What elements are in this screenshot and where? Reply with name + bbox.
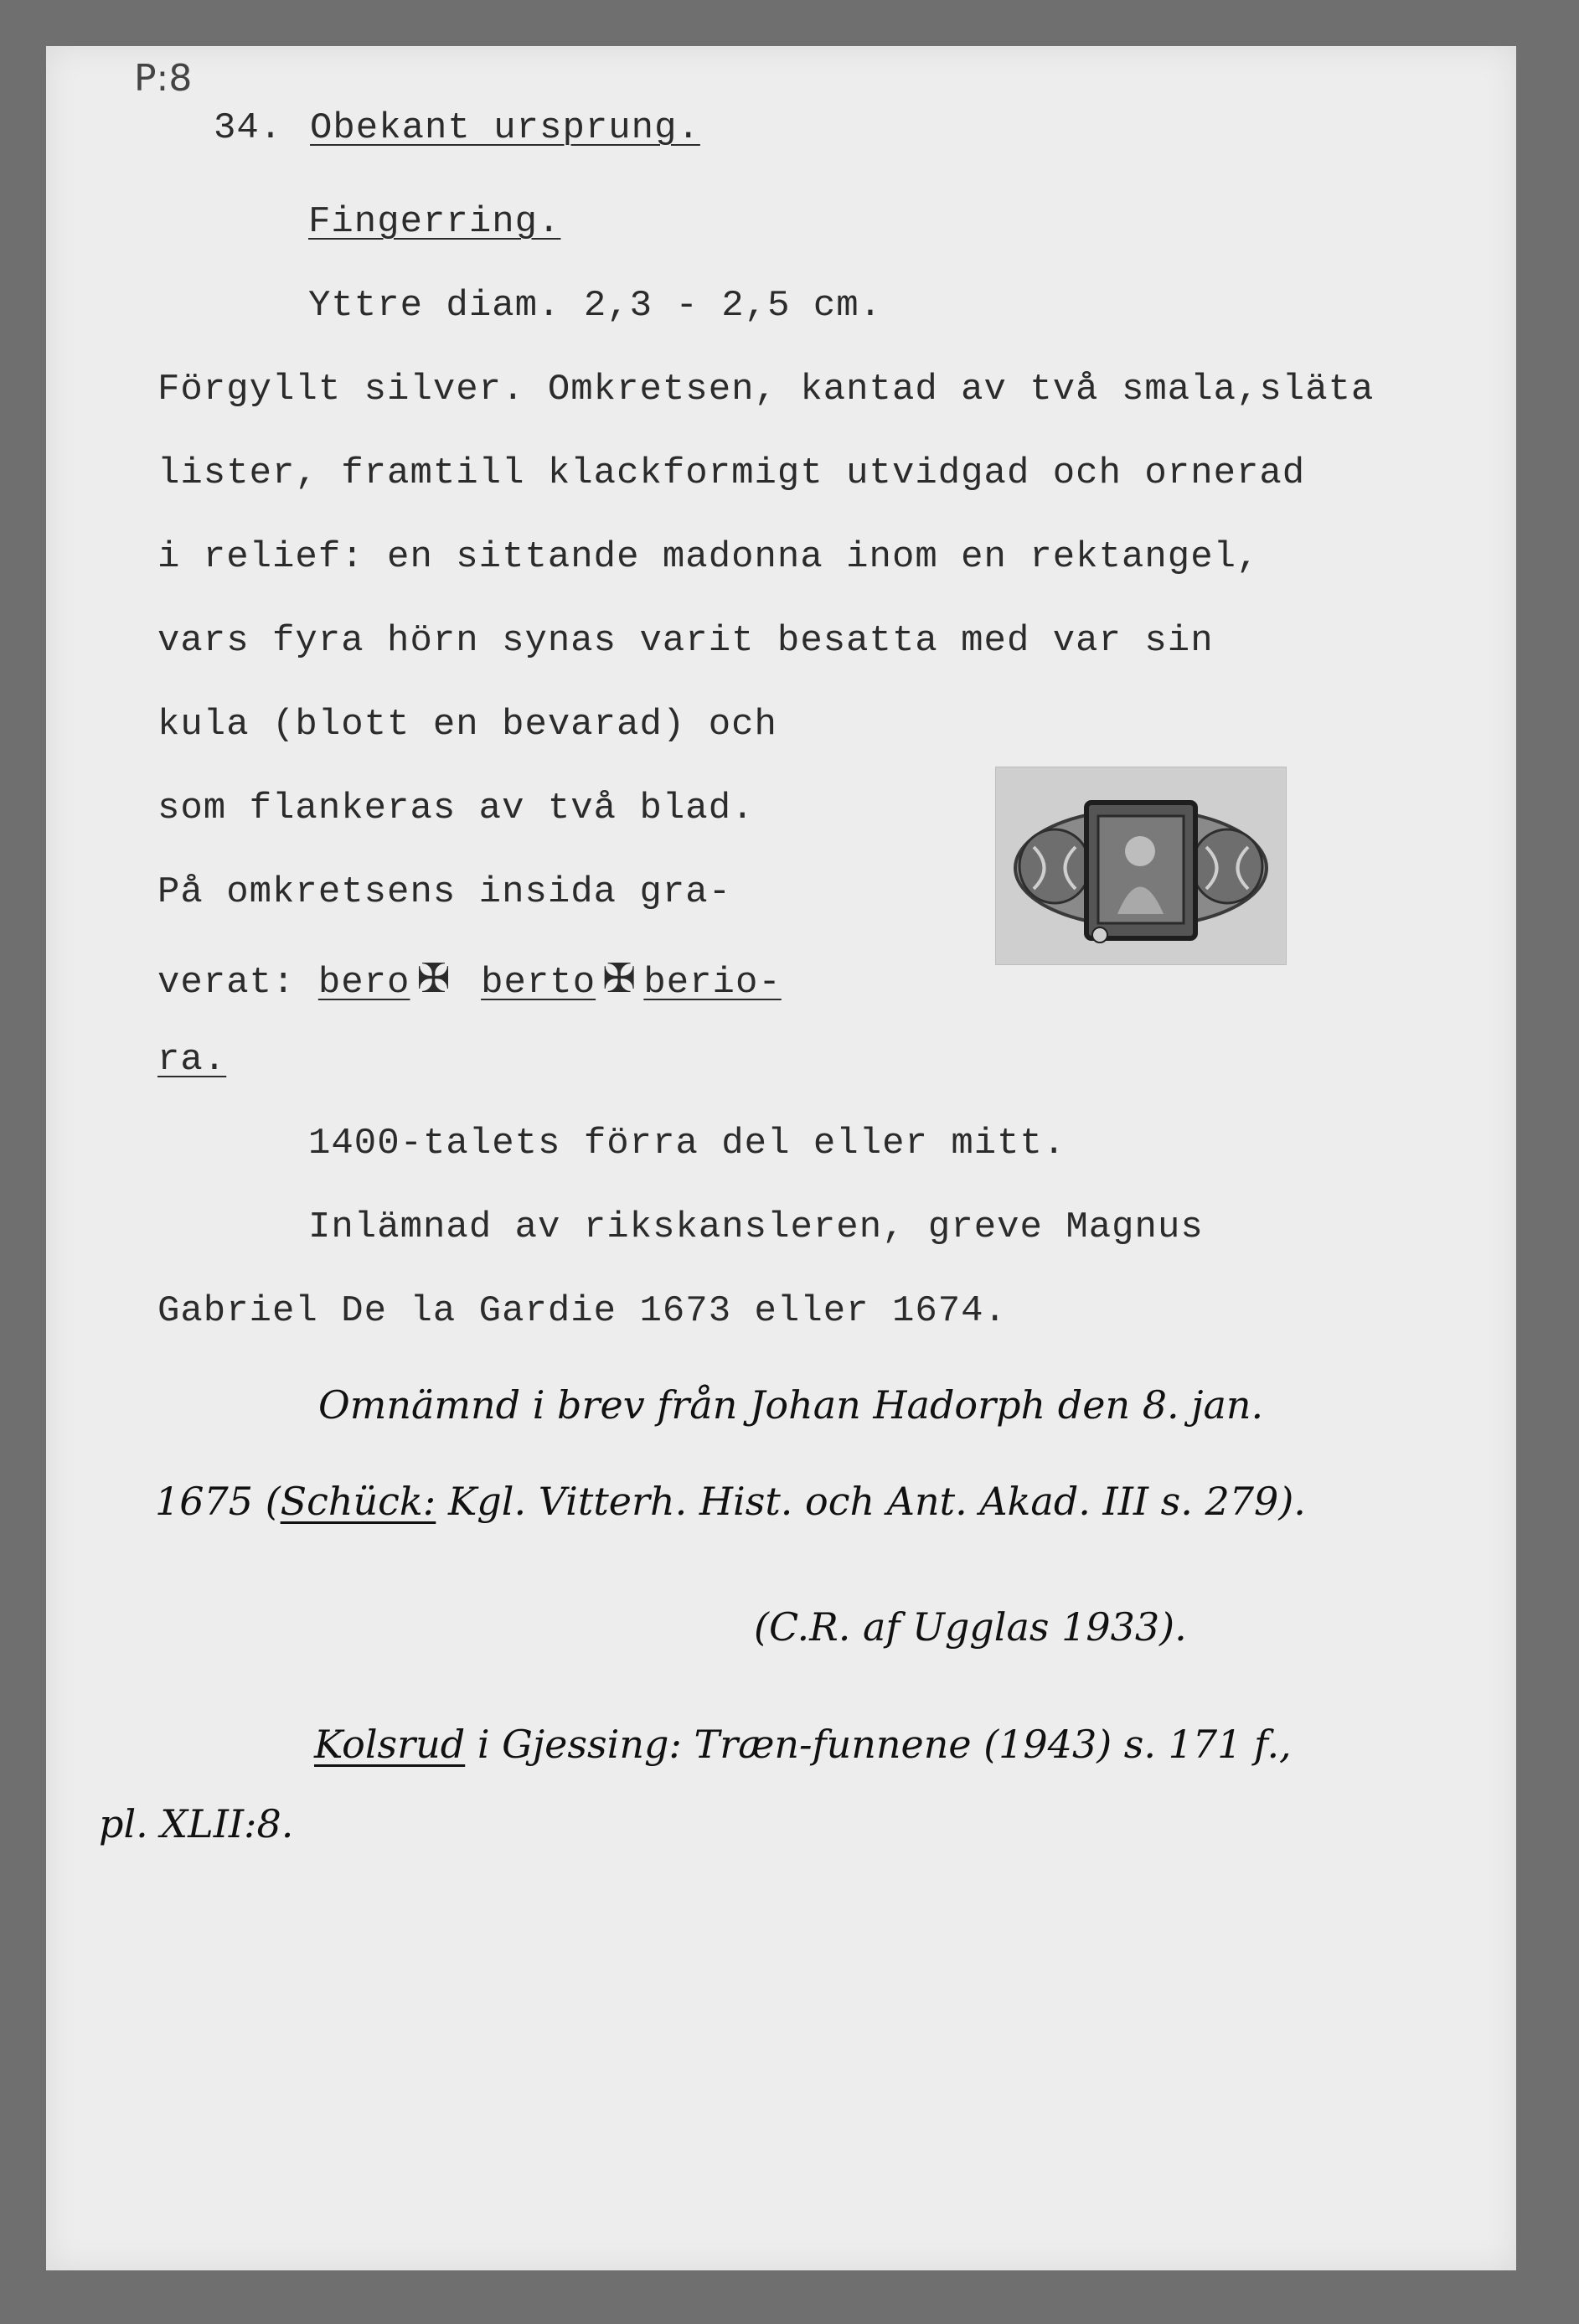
handwritten-reference <box>314 1722 1292 1767</box>
inscription-line <box>157 955 782 1004</box>
handwritten-note <box>155 1479 1306 1524</box>
description-line: i relief: en sittande madonna inom en rektangel, <box>157 536 1260 578</box>
description-line: Förgyllt silver. Omkretsen, kantad av två smala,släta <box>157 369 1375 411</box>
provenance: Gabriel De la Gardie 1673 eller 1674. <box>157 1290 1007 1332</box>
entry-number: 34. <box>214 107 283 149</box>
entry-heading: Obekant ursprung. <box>310 107 700 149</box>
description-line: som flankeras av två blad. <box>157 788 755 829</box>
handwritten-signature: (C.R. af Ugglas 1933). <box>754 1604 1187 1650</box>
dimensions: Yttre diam. 2,3 - 2,5 cm. <box>308 285 883 327</box>
handwritten-text: i Gjessing: Træn-funnene (1943) s. 171 f., <box>477 1722 1292 1767</box>
description-line: vars fyra hörn synas varit besatta med var sin <box>157 620 1214 662</box>
handwritten-reference: pl. XLII:8. <box>99 1801 294 1846</box>
inscription-word: berio- <box>643 962 782 1004</box>
inscription-word: bero <box>317 962 410 1004</box>
handwritten-text: Kgl. Vitterh. Hist. och Ant. Akad. III s. 279). <box>447 1479 1306 1524</box>
object-title: Fingerring. <box>308 201 561 243</box>
handwritten-text: Schück: <box>280 1479 436 1524</box>
inscription-word: berto <box>481 962 596 1004</box>
description-line: kula (blott en bevarad) och <box>157 704 777 746</box>
ring-image <box>996 767 1286 964</box>
description-line: lister, framtill klackformigt utvidgad och ornerad <box>157 452 1306 494</box>
cross-icon: ✠ <box>602 955 637 1002</box>
handwritten-text: Kolsrud <box>314 1722 466 1767</box>
inscription-prefix: verat: <box>157 962 296 1004</box>
handwritten-text: 1675 ( <box>155 1479 281 1524</box>
handwritten-note: Omnämnd i brev från Johan Hadorph den 8. jan. <box>318 1382 1264 1428</box>
pencil-mark: P:8 <box>134 57 193 100</box>
description-line: På omkretsens insida gra- <box>157 871 732 913</box>
dating: 1400-talets förra del eller mitt. <box>308 1123 1066 1165</box>
cross-icon: ✠ <box>416 955 452 1002</box>
ring-photograph <box>995 767 1287 965</box>
provenance: Inlämnad av rikskansleren, greve Magnus <box>308 1206 1204 1248</box>
inscription-continuation: ra. <box>157 1039 227 1081</box>
